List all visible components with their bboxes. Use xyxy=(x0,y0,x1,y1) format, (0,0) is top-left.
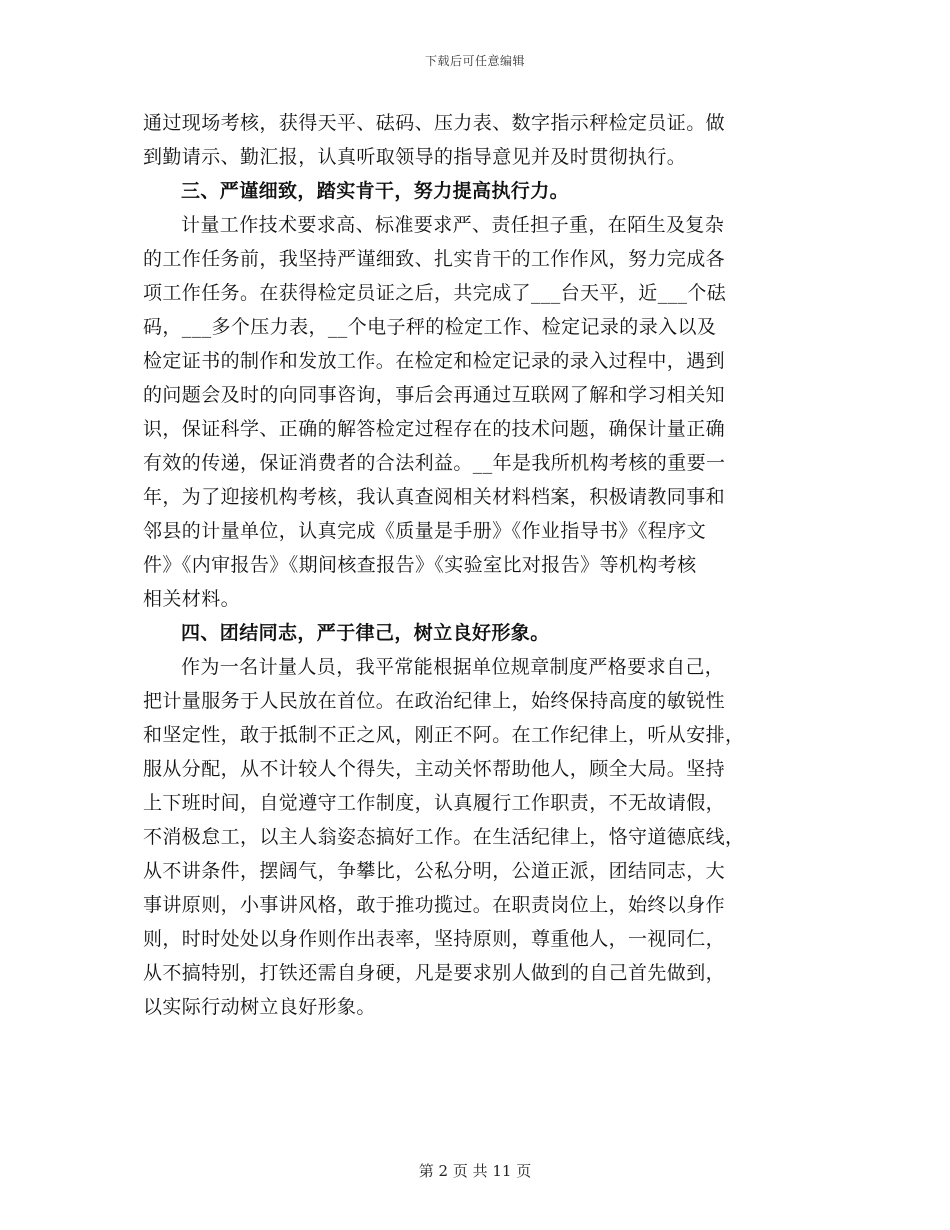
paragraph-line: 通过现场考核，获得天平、砝码、压力表、数字指示秤检定员证。做 xyxy=(143,112,726,134)
paragraph-line: 事讲原则，小事讲风格，敢于推功揽过。在职责岗位上，始终以身作 xyxy=(143,894,726,916)
paragraph-line: 项工作任务。在获得检定员证之后，共完成了___台天平，近___个砝 xyxy=(143,282,727,304)
paragraph-line: 则，时时处处以身作则作出表率，坚持原则，尊重他人，一视同仁， xyxy=(143,928,726,950)
paragraph-line: 从不讲条件，摆阔气，争攀比，公私分明，公道正派，团结同志，大 xyxy=(143,860,726,882)
paragraph-line: 不消极怠工，以主人翁姿态搞好工作。在生活纪律上，恪守道德底线， xyxy=(143,826,745,848)
paragraph-line: 计量工作技术要求高、标准要求严、责任担子重，在陌生及复杂 xyxy=(181,214,725,236)
paragraph-line: 的问题会及时的向同事咨询，事后会再通过互联网了解和学习相关知 xyxy=(143,384,726,406)
paragraph-line: 从不搞特别，打铁还需自身硬，凡是要求别人做到的自己首先做到， xyxy=(143,962,726,984)
paragraph-line: 识，保证科学、正确的解答检定过程存在的技术问题，确保计量正确 xyxy=(143,418,726,440)
section-heading: 四、团结同志，严于律己，树立良好形象。 xyxy=(181,622,550,644)
header-note: 下载后可任意编辑 xyxy=(424,54,525,68)
paragraph-line: 的工作任务前，我坚持严谨细致、扎实肯干的工作作风，努力完成各 xyxy=(143,248,726,270)
page-number: 第 2 页 共 11 页 xyxy=(418,1162,532,1180)
paragraph-line: 服从分配，从不计较人个得失，主动关怀帮助他人，顾全大局。坚持 xyxy=(143,758,726,780)
paragraph-line: 把计量服务于人民放在首位。在政治纪律上，始终保持高度的敏锐性 xyxy=(143,690,726,712)
paragraph-line: 邻县的计量单位，认真完成《质量是手册》《作业指导书》《程序文 xyxy=(143,520,707,542)
paragraph-line: 到勤请示、勤汇报，认真听取领导的指导意见并及时贯彻执行。 xyxy=(143,146,687,168)
paragraph-line: 年，为了迎接机构考核，我认真查阅相关材料档案，积极请教同事和 xyxy=(143,486,726,508)
section-heading: 三、严谨细致，踏实肯干，努力提高执行力。 xyxy=(181,180,570,202)
paragraph-line: 有效的传递，保证消费者的合法利益。__年是我所机构考核的重要一 xyxy=(143,452,726,474)
paragraph-line: 以实际行动树立良好形象。 xyxy=(143,996,376,1018)
paragraph-line: 作为一名计量人员，我平常能根据单位规章制度严格要求自己， xyxy=(181,656,725,678)
paragraph-line: 和坚定性，敢于抵制不正之风，刚正不阿。在工作纪律上，听从安排， xyxy=(143,724,745,746)
paragraph-line: 相关材料。 xyxy=(143,588,241,610)
document-body xyxy=(143,106,803,1024)
paragraph-line: 检定证书的制作和发放工作。在检定和检定记录的录入过程中，遇到 xyxy=(143,350,726,372)
paragraph-line: 码，___多个压力表，__个电子秤的检定工作、检定记录的录入以及 xyxy=(143,316,717,338)
paragraph-line: 上下班时间，自觉遵守工作制度，认真履行工作职责，不无故请假， xyxy=(143,792,726,814)
paragraph-line: 件》《内审报告》《期间核查报告》《实验室比对报告》等机构考核 xyxy=(143,554,697,576)
